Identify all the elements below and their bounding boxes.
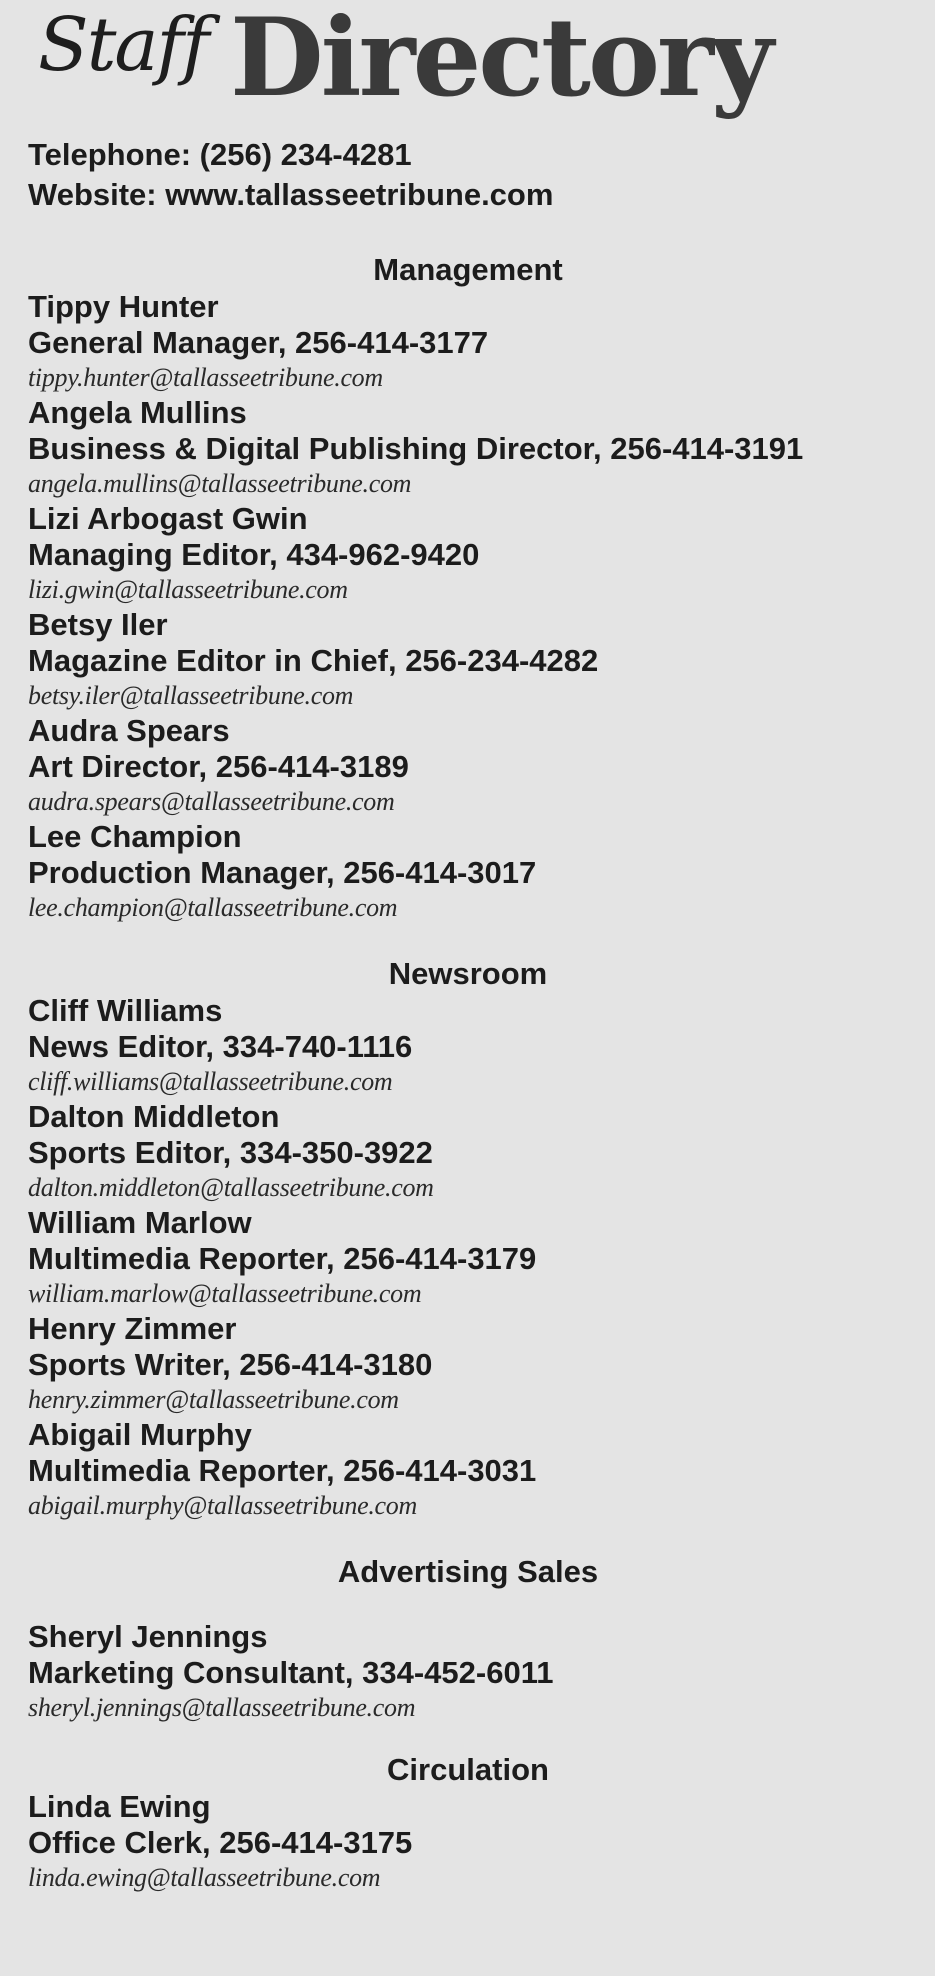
staff-role: Managing Editor, 434-962-9420 [28,537,480,572]
staff-email[interactable]: lee.champion@tallasseetribune.com [28,893,398,922]
telephone-line: Telephone: (256) 234-4281 [28,137,412,172]
contact-block [28,135,908,215]
staff-entry [28,1417,908,1523]
staff-name: Abigail Murphy [28,1417,252,1452]
staff-entry [28,713,908,819]
staff-email[interactable]: abigail.murphy@tallasseetribune.com [28,1491,417,1520]
staff-name: Cliff Williams [28,993,223,1028]
staff-entry [28,993,908,1099]
section-title: Advertising Sales [337,1554,599,1589]
staff-entry [28,819,908,925]
staff-entry [28,1789,908,1895]
staff-email[interactable]: audra.spears@tallasseetribune.com [28,787,395,816]
staff-entry [28,1099,908,1205]
staff-email[interactable]: betsy.iler@tallasseetribune.com [28,681,354,710]
section-advertising-sales [28,1553,908,1725]
staff-entry [28,1619,908,1725]
staff-name: Betsy Iler [28,607,168,642]
staff-name: Tippy Hunter [28,289,219,324]
staff-name: Lee Champion [28,819,242,854]
staff-email[interactable]: cliff.williams@tallasseetribune.com [28,1067,393,1096]
staff-entry [28,395,908,501]
staff-email[interactable]: sheryl.jennings@tallasseetribune.com [28,1693,416,1722]
staff-role: General Manager, 256-414-3177 [28,325,489,360]
staff-role: Office Clerk, 256-414-3175 [28,1825,413,1860]
staff-role: Multimedia Reporter, 256-414-3031 [28,1453,537,1488]
staff-role: Sports Editor, 334-350-3922 [28,1135,433,1170]
staff-name: Henry Zimmer [28,1311,237,1346]
staff-role: Sports Writer, 256-414-3180 [28,1347,433,1382]
staff-entry [28,501,908,607]
staff-entry [28,1311,908,1417]
staff-name: Angela Mullins [28,395,247,430]
staff-entry [28,1205,908,1311]
section-title: Management [373,252,563,287]
staff-name: Audra Spears [28,713,230,748]
section-newsroom [28,955,908,1523]
website-line: Website: www.tallasseetribune.com [28,177,554,212]
masthead [28,0,908,135]
staff-name: Lizi Arbogast Gwin [28,501,308,536]
masthead-directory: Directory [230,0,771,121]
staff-role: Production Manager, 256-414-3017 [28,855,537,890]
masthead-staff: Staff [38,2,208,88]
section-title: Newsroom [388,956,548,991]
staff-name: William Marlow [28,1205,252,1240]
staff-entry [28,289,908,395]
staff-role: Marketing Consultant, 334-452-6011 [28,1655,554,1690]
staff-role: Magazine Editor in Chief, 256-234-4282 [28,643,599,678]
staff-email[interactable]: lizi.gwin@tallasseetribune.com [28,575,348,604]
staff-name: Dalton Middleton [28,1099,280,1134]
staff-entry [28,607,908,713]
staff-email[interactable]: william.marlow@tallasseetribune.com [28,1279,422,1308]
section-title: Circulation [387,1752,549,1787]
section-management [28,251,908,925]
staff-email[interactable]: angela.mullins@tallasseetribune.com [28,469,412,498]
staff-role: Business & Digital Publishing Director, 256-414-3191 [28,431,804,466]
section-circulation [28,1751,908,1895]
staff-directory [28,0,908,1895]
staff-email[interactable]: dalton.middleton@tallasseetribune.com [28,1173,434,1202]
staff-email[interactable]: henry.zimmer@tallasseetribune.com [28,1385,399,1414]
staff-role: Multimedia Reporter, 256-414-3179 [28,1241,537,1276]
staff-role: News Editor, 334-740-1116 [28,1029,413,1064]
staff-email[interactable]: tippy.hunter@tallasseetribune.com [28,363,383,392]
staff-name: Sheryl Jennings [28,1619,268,1654]
staff-role: Art Director, 256-414-3189 [28,749,409,784]
staff-email[interactable]: linda.ewing@tallasseetribune.com [28,1863,381,1892]
staff-name: Linda Ewing [28,1789,211,1824]
